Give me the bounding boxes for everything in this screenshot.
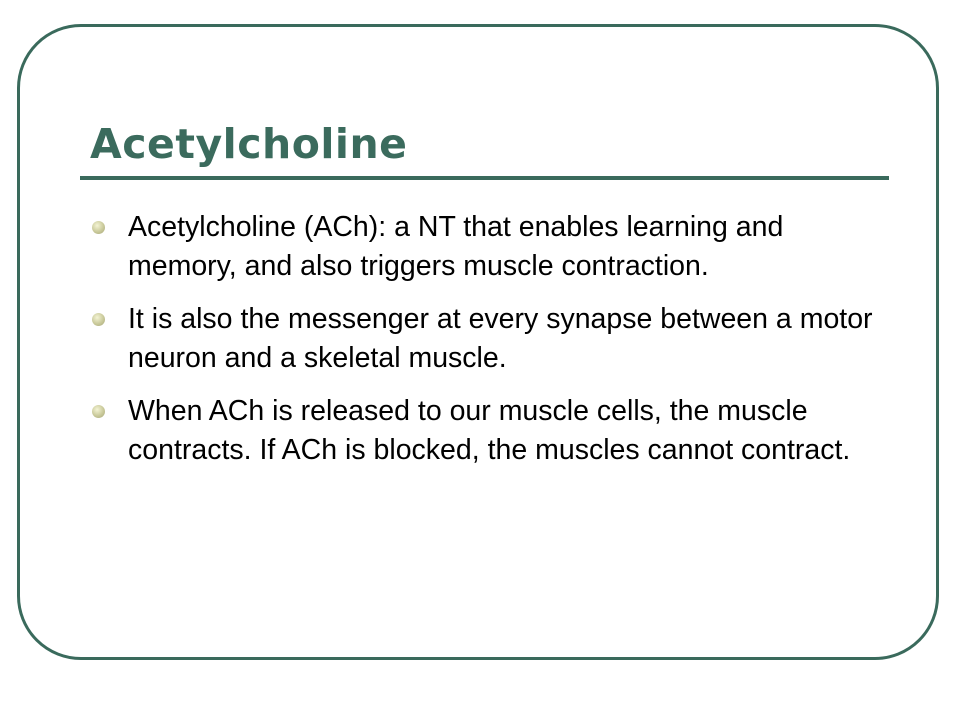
- slide-title: Acetylcholine: [90, 120, 408, 168]
- bullet-text: Acetylcholine (ACh): a NT that enables learning and memory, and also triggers muscle contraction.: [128, 211, 784, 282]
- bullet-list: [90, 208, 880, 484]
- bullet-item: [90, 300, 880, 378]
- bullet-item: [90, 208, 880, 286]
- bullet-dot-icon: [92, 405, 105, 418]
- title-underline: [80, 176, 889, 180]
- bullet-text: It is also the messenger at every synapse between a motor neuron and a skeletal muscle.: [128, 303, 873, 374]
- bullet-item: [90, 392, 880, 470]
- bullet-dot-icon: [92, 313, 105, 326]
- bullet-text: When ACh is released to our muscle cells, the muscle contracts. If ACh is blocked, the muscles cannot contract.: [128, 395, 851, 466]
- bullet-dot-icon: [92, 221, 105, 234]
